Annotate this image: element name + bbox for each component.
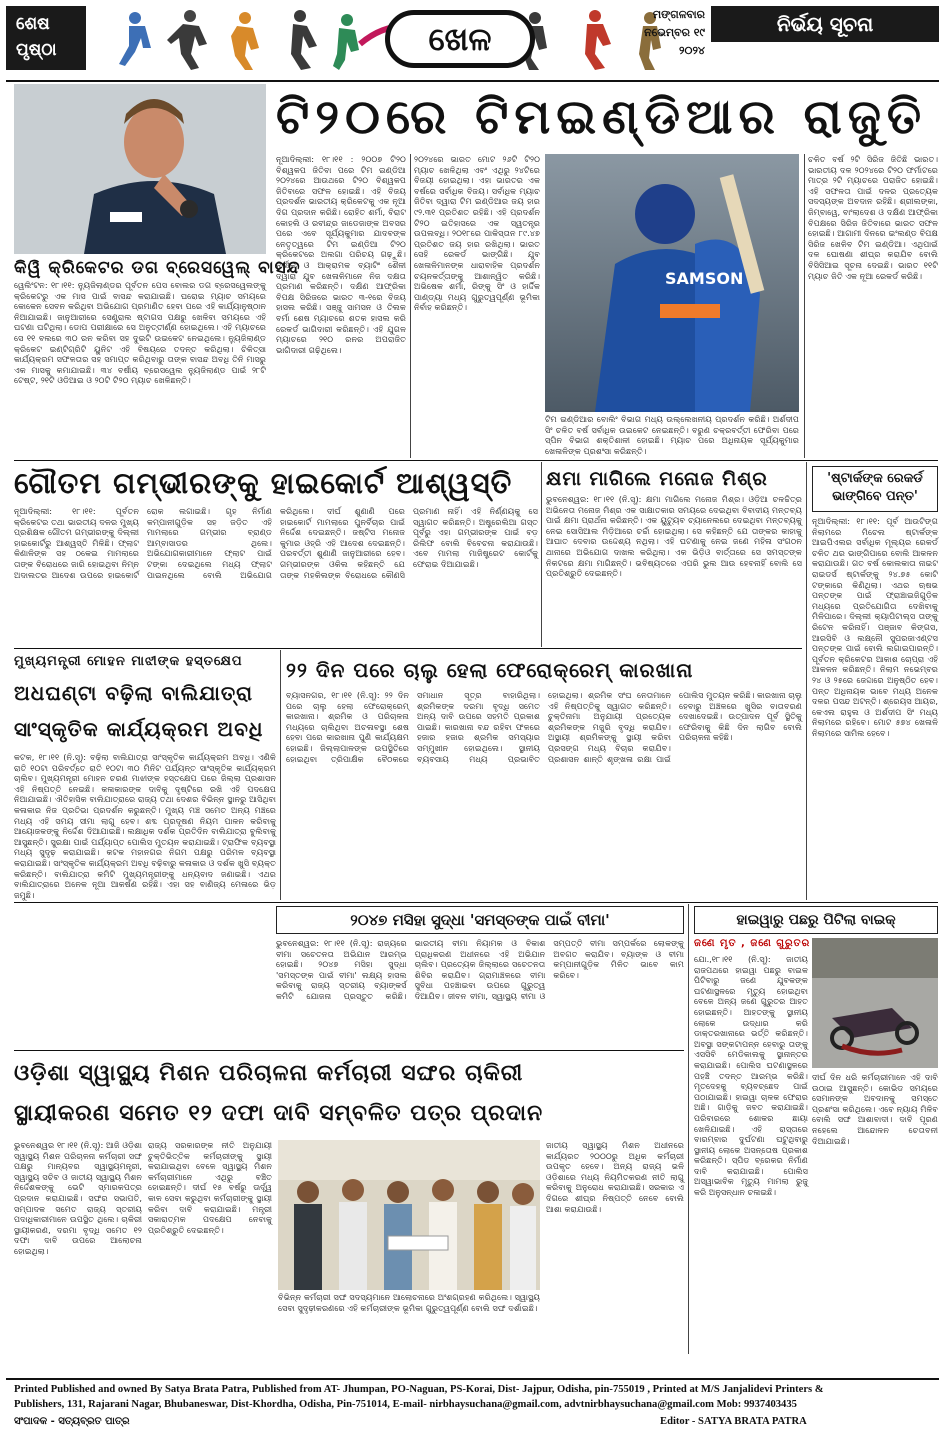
starc-headline-line1: 'ଷ୍ଟାର୍କଙ୍କ ରେକର୍ଡ — [827, 471, 923, 486]
t20-col1: ନୂଆଦିଲ୍ଲୀ: ୧୮।୧୧ : ୨୦୦୭ ଟି୨୦ ବିଶ୍ୱକପ ଜିତିବା ପରେ ଟିମ ଇଣ୍ଡିଆ ୨୦୨୪ରେ ଆଉଥରେ ଟି୨୦ ବିଶ୍ୱକପ ଜିତିବାରେ ସଫଳ ହୋଇଛି। ଏହି ବିଜୟ ପ୍ରଦର୍ଶନ ଭାରତୀୟ କ୍ରିକେଟକୁ ଏକ ନୂଆ ଦିଗ ପ୍ରଦାନ କରିଛି। ରୋହିତ ଶର୍ମା, ବିରାଟ କୋହଲି ଓ ରବୀନ୍ଦ୍ର ଜାଡେଜାଙ୍କ ଅବସର ପରେ ଏବେ ସୂର୍ଯ୍ୟକୁମାର ଯାଦବଙ୍କ ନେତୃତ୍ୱରେ ଟିମ ଇଣ୍ଡିଆ ଟି୨୦ କ୍ରିକେଟରେ ଅଲଗା ପରିଚୟ ଗଢ଼ୁଛି। ନିର୍ଭୀକ ଓ ଆକ୍ରାମକ ବ୍ୟାଟିଂ ଶୈଳୀ ଦ୍ୱାରା ଯୁବ ଖେଳାଳିମାନେ ନିଜ ଦକ୍ଷତା ପ୍ରମାଣ କରିଛନ୍ତି। ଦକ୍ଷିଣ ଆଫ୍ରିକା ବିପକ୍ଷ ସିରିଜରେ ଭାରତ ୩-୧ରେ ବିଜୟ ହାସଲ କରିଛି। ସଞ୍ଜୁ ସାମସନ ଓ ତିଲକ ବର୍ମା ଶେଷ ମ୍ୟାଚରେ ଶତକ ହାସଲ କରି ରେକର୍ଡ ଭାଗିଦାରୀ କରିଛନ୍ତି। ଏହି ଯୁଗଳ ମ୍ୟାଚରେ ୨୧୦ ରନର ଅପରାଜିତ ଭାଗିଦାରୀ ଗଢ଼ିଥିଲେ। — [276, 154, 406, 355]
col-divider — [804, 154, 805, 458]
bracewell-photo — [14, 84, 266, 254]
ferro-headline: ୨୨ ଦିନ ପରେ ଚାଲୁ ହେଲା ଫେରୋକ୍ରେମ୍ କାରଖାନା — [286, 658, 694, 682]
footer-editor-en: Editor - SATYA BRATA PATRA — [660, 1416, 807, 1427]
date-line2: ୨୦୨୪ — [679, 44, 705, 57]
nhm-headline1: ଓଡ଼ିଶା ସ୍ୱାସ୍ଥ୍ୟ ମିଶନ ପରିଚାଳନା କର୍ମଚାରୀ ସଙ୍ଘର ଚାକିରୀ — [14, 1061, 524, 1086]
bike-text: ଯୋ.,୧୮।୧୧ (ନି.ସୂ): ଜାତୀୟ ରାଜପଥରେ ହାଇୱା ପଛରୁ ବାଇକ ପିଟିବାରୁ ଜଣେ ଯୁବକଙ୍କ ଘଟଣାସ୍ଥଳରେ ମୃତ୍ୟୁ ହୋଇଥିବା ବେଳେ ଅନ୍ୟ ଜଣେ ଗୁରୁତର ଆହତ ହୋଇଛନ୍ତି। ଆହତଙ୍କୁ ସ୍ଥାନୀୟ ଲୋକେ ଉଦ୍ଧାର କରି ଡାକ୍ତରଖାନାରେ ଭର୍ତ୍ତି କରିଛନ୍ତି। ଅବସ୍ଥା ସଙ୍କଟାପନ୍ନ ହେବାରୁ ତାଙ୍କୁ ଏସସିବି ମେଡିକାଲକୁ ସ୍ଥାନାନ୍ତର କରାଯାଇଛି। ପୋଲିସ ଘଟଣାସ୍ଥଳରେ ପହଞ୍ଚି ତଦନ୍ତ ଆରମ୍ଭ କରିଛି। ମୃତଦେହକୁ ବ୍ୟବଚ୍ଛେଦ ପାଇଁ ପଠାଯାଇଛି। ହାଇୱା ଚାଳକ ଫେରାର ଅଛି। ଗାଡ଼ିକୁ ଜବତ କରାଯାଇଛି। ପରିବାରରେ ଶୋକର ଛାୟା ଖେଳିଯାଇଛି। ଏହି ରାସ୍ତାରେ ବାରମ୍ବାର ଦୁର୍ଘଟଣା ଘଟୁଥିବାରୁ ସ୍ଥାନୀୟ ଲୋକେ ଅସନ୍ତୋଷ ପ୍ରକାଶ କରିଛନ୍ତି। ସ୍ପିଡ ବ୍ରେକର ନିର୍ମାଣ ଦାବି କରାଯାଇଛି। ପୋଲିସ ଅସ୍ୱାଭାବିକ ମୃତ୍ୟୁ ମାମଲା ରୁଜୁ କରି ଅନୁସନ୍ଧାନ ଚଳାଇଛି। — [694, 954, 808, 1198]
bracewell-text: ୱେଲିଂଟନ: ୧୮।୧୧: ନ୍ୟୁଜିଲାଣ୍ଡର ପୂର୍ବତନ ପେସ ବୋଲର ଡଗ ବ୍ରେସୱେଲଙ୍କୁ କ୍ରିକେଟରୁ ଏକ ମାସ ପାଇଁ ବାସନ୍ଦ କରାଯାଇଛି। ଘରୋଇ ମ୍ୟାଚ ସମୟରେ କୋକେନ ସେବନ କରିଥିବା ଅଭିଯୋଗ ପ୍ରମାଣିତ ହେବା ପରେ ଏହି କାର୍ଯ୍ୟାନୁଷ୍ଠାନ ନିଆଯାଇଛି। ଜାନୁଆରୀରେ ସେଣ୍ଟ୍ରାଲ ଷ୍ଟାଗସ ପକ୍ଷରୁ ଖେଳିବା ସମୟରେ ଏହି ଘଟଣା ଘଟିଥିଲା। ଡୋପ ପରୀକ୍ଷାରେ ସେ ଅନୁତ୍ତୀର୍ଣ୍ଣ ହୋଇଥିଲେ। ଏହି ମ୍ୟାଚରେ ସେ ୧୧ ବଲରେ ୩୦ ରନ କରିବା ସହ ଦୁଇଟି ଉଇକେଟ ନେଇଥିଲେ। ନ୍ୟୁଜିଲାଣ୍ଡ କ୍ରିକେଟ ଇଣ୍ଟିଗ୍ରିଟି ୟୁନିଟ ଏହି ବିଷୟରେ ତଦନ୍ତ କରିଥିଲା। ଚିକିତ୍ସା କାର୍ଯ୍ୟକ୍ରମ ସଫଳତାର ସହ ସମାପ୍ତ କରିଥିବାରୁ ତାଙ୍କ ବାସନ୍ଦ ଅବଧି ତିନି ମାସରୁ ଏକ ମାସକୁ କମାଯାଇଛି। ୩୪ ବର୍ଷୀୟ ବ୍ରେସୱେଲ ନ୍ୟୁଜିଲାଣ୍ଡ ପାଇଁ ୨୮ଟି ଟେଷ୍ଟ, ୨୧ଟି ଓଡିଆଇ ଓ ୨୦ଟି ଟି୨୦ ମ୍ୟାଚ ଖେଳିଛନ୍ତି। — [14, 280, 266, 386]
masthead — [0, 0, 945, 78]
bali-headline1: ଅଧଘଣ୍ଟା ବଢ଼ିଲା ବାଲିଯାତ୍ରା — [14, 681, 254, 705]
t20-col2: ୨୦୨୪ରେ ଭାରତ ମୋଟ ୨୬ଟି ଟି୨୦ ମ୍ୟାଚ ଖେଳିଥିଲା ଏବଂ ଏଥିରୁ ୨୪ଟିରେ ବିଜୟୀ ହୋଇଥିଲା। ଏହା ଭାରତର ଏକ ବର୍ଷରେ ସର୍ବାଧିକ ବିଜୟ। ସର୍ବାଧିକ ମ୍ୟାଚ ଜିତିବା ଦ୍ୱାରା ଟିମ ଇଣ୍ଡିଆର ଜୟ ହାର ୯୨.୩୧ ପ୍ରତିଶତ ରହିଛି। ଏହି ପ୍ରଦର୍ଶନ ଟି୨୦ ଇତିହାସରେ ଏକ ସ୍ୱତନ୍ତ୍ର ଉପଲବ୍ଧି। ୨୦୧୮ରେ ପାକିସ୍ତାନ ୮୯.୪୭ ପ୍ରତିଶତ ଜୟ ହାର ରଖିଥିଲା। ଭାରତ ସେହି ରେକର୍ଡ ଭାଙ୍ଗିଛି। ଯୁବ ଖେଳାଳିମାନଙ୍କ ଧାରାବାହିକ ପ୍ରଦର୍ଶନ ଚୟନକର୍ତ୍ତାଙ୍କୁ ଆଶାନ୍ୱିତ କରିଛି। ଅଭିଷେକ ଶର୍ମା, ରିଙ୍କୁ ସିଂ ଓ ହାର୍ଦ୍ଦିକ ପାଣ୍ଡ୍ୟା ମଧ୍ୟ ଗୁରୁତ୍ୱପୂର୍ଣ୍ଣ ଭୂମିକା ନିର୍ବାହ କରିଛନ୍ତି। — [414, 154, 540, 313]
nhm-col3: ବିଭିନ୍ନ କର୍ମଚାରୀ ସଙ୍ଘ ସଦସ୍ୟମାନେ ଆଲୋଚନାରେ ଅଂଶଗ୍ରହଣ କରିଥିଲେ। ସ୍ୱାସ୍ଥ୍ୟ ସେବା ସୁଦୃଢ଼ୀକରଣରେ ଏହି କର୍ମଚାରୀଙ୍କ ଭୂମିକା ଗୁରୁତ୍ୱପୂର୍ଣ୍ଣ ବୋଲି ସଙ୍ଘ ଦର୍ଶାଇଛି। — [278, 1292, 540, 1313]
section-label-line2: ପୃଷ୍ଠା — [16, 40, 57, 60]
bima-headline: ୨୦୪୭ ମସିହା ସୁଦ୍ଧା 'ସମସ୍ତଙ୍କ ପାଇଁ ବୀମା' — [350, 911, 610, 929]
date-block — [625, 8, 705, 70]
section-label-box — [6, 6, 86, 70]
bracewell-headline: କିୱି କ୍ରିକେଟର ଡଗ ବ୍ରେସୱେଲ୍ ବାସନ୍ଦ — [14, 258, 301, 278]
cricketer-portrait-icon — [14, 84, 266, 254]
section-rule — [14, 1050, 684, 1051]
nhm-col4: ଜାତୀୟ ସ୍ୱାସ୍ଥ୍ୟ ମିଶନ ଅଧୀନରେ କାର୍ଯ୍ୟରତ ୨୦୦୦ରୁ ଅଧିକ କର୍ମଚାରୀ ଉପକୃତ ହେବେ। ଅନ୍ୟ ରାଜ୍ୟ ଭଳି ଓଡ଼ିଶାରେ ମଧ୍ୟ ନିୟମିତକରଣ ନୀତି ଲାଗୁ କରିବାକୁ ଅନୁରୋଧ କରାଯାଇଛି। ସରକାର ଏ ଦିଗରେ ଶୀଘ୍ର ନିଷ୍ପତ୍ତି ନେବେ ବୋଲି ଆଶା କରାଯାଉଛି। — [546, 1140, 684, 1214]
bike-headline: ହାଇୱାରୁ ପଛରୁ ପିଟିଲା ବାଇକ୍ — [736, 912, 896, 928]
starc-headline-box — [812, 466, 938, 512]
footer-line1: Printed Published and owned By Satya Brata Patra, Published from AT- Jhumpan, PO-Naguan, PS-Korai, Dist- Jajpur, Odisha, pin-755019 , Printed at M/S Janjalidevi Printers & — [14, 1384, 824, 1395]
col-divider — [541, 462, 542, 647]
starc-headline-line2: ଭାଙ୍ଗିବେ ପନ୍ତ' — [832, 489, 918, 504]
nhm-photo — [278, 1140, 540, 1290]
bike-subhead: ଜଣେ ମୃତ , ଜଣେ ଗୁରୁତର — [694, 938, 811, 949]
col-divider — [410, 154, 411, 458]
paper-name-box — [711, 6, 939, 42]
bima-headline-box — [276, 906, 684, 934]
manoj-headline: କ୍ଷମା ମାଗିଲେ ମନୋଜ ମିଶ୍ର — [546, 468, 768, 490]
nhm-col2: ରାଜ୍ୟ ସରକାରଙ୍କ ନୀତି ଅନୁଯାୟୀ ଚୁକ୍ତିଭିତ୍ତିକ କର୍ମଚାରୀଙ୍କୁ ସ୍ଥାୟୀ କରାଯାଇଥିବା ବେଳେ ସ୍ୱାସ୍ଥ୍ୟ ମିଶନ କର୍ମଚାରୀମାନେ ଏଥିରୁ ବଞ୍ଚିତ ହୋଇଛନ୍ତି। ଦୀର୍ଘ ୧୫ ବର୍ଷରୁ ଊର୍ଦ୍ଧ୍ୱ କାଳ ସେବା କରୁଥିବା କର୍ମଚାରୀଙ୍କୁ ସ୍ଥାୟୀ କରିବା ଦାବି କରାଯାଇଛି। ମନ୍ତ୍ରୀ ସକାରାତ୍ମକ ପଦକ୍ଷେପ ନେବାକୁ ପ୍ରତିଶ୍ରୁତି ଦେଇଛନ୍ତି। — [148, 1140, 272, 1235]
bali-text: କଟକ, ୧୮।୧୧ (ନି.ସୂ): ବଢ଼ିଲା ବାଲିଯାତ୍ରା ସାଂସ୍କୃତିକ କାର୍ଯ୍ୟକ୍ରମ ଅବଧି। ଏଣିକି ରାତି ୧୦ଟା ପରିବର୍ତ୍ତେ ରାତି ୧୦ଟା ୩୦ ମିନିଟ ପର୍ଯ୍ୟନ୍ତ ସାଂସ୍କୃତିକ କାର୍ଯ୍ୟକ୍ରମ ଚାଲିବ। ମୁଖ୍ୟମନ୍ତ୍ରୀ ମୋହନ ଚରଣ ମାଝୀଙ୍କ ହସ୍ତକ୍ଷେପ ପରେ ଜିଲ୍ଲା ପ୍ରଶାସନ ଏହି ନିଷ୍ପତ୍ତି ନେଇଛି। କଳାକାରଙ୍କ ଦାବିକୁ ଦୃଷ୍ଟିରେ ରଖି ଏହି ପଦକ୍ଷେପ ନିଆଯାଇଛି। ଐତିହାସିକ ବାଲିଯାତ୍ରାରେ ରାଜ୍ୟ ତଥା ଦେଶର ବିଭିନ୍ନ ସ୍ଥାନରୁ ଆସିଥିବା କଳାକାର ନିଜ ପ୍ରତିଭା ପ୍ରଦର୍ଶନ କରୁଛନ୍ତି। ମୁଖ୍ୟ ମଞ୍ଚ ସମେତ ଅନ୍ୟ ମଞ୍ଚରେ ମଧ୍ୟ ଏହି ସମୟ ସୀମା ଲାଗୁ ହେବ। ଶବ୍ଦ ପ୍ରଦୂଷଣ ନିୟମ ପାଳନ କରିବାକୁ ଆୟୋଜକଙ୍କୁ ନିର୍ଦ୍ଦେଶ ଦିଆଯାଇଛି। ଲକ୍ଷାଧିକ ଦର୍ଶକ ପ୍ରତିଦିନ ବାଲିଯାତ୍ରା ବୁଲିବାକୁ ଆସୁଛନ୍ତି। ସୁରକ୍ଷା ପାଇଁ ପର୍ଯ୍ୟାପ୍ତ ପୋଲିସ ମୁତୟନ କରାଯାଇଛି। ଟ୍ରାଫିକ ବ୍ୟବସ୍ଥା ମଧ୍ୟ ସୁଦୃଢ଼ କରାଯାଇଛି। କଟକ ମହାନଗର ନିଗମ ପକ୍ଷରୁ ପରିମଳ ବ୍ୟବସ୍ଥା କରାଯାଇଛି। ସାଂସ୍କୃତିକ କାର୍ଯ୍ୟକ୍ରମ ଅବଧି ବଢ଼ିବାରୁ କଳାକାର ଓ ଦର୍ଶକ ଖୁସି ବ୍ୟକ୍ତ କରିଛନ୍ତି। ବାଲିଯାତ୍ରା କମିଟି ମୁଖ୍ୟମନ୍ତ୍ରୀଙ୍କୁ ଧନ୍ୟବାଦ ଜଣାଇଛି। ଏଥର ବାଲିଯାତ୍ରାରେ ଅନେକ ନୂଆ ଆକର୍ଷଣ ରହିଛି। ଏହା ସହ ବାଣିଜ୍ୟ ମେଳାରେ ଭିଡ଼ ଜମୁଛି। — [14, 752, 276, 900]
bali-headline2: ସାଂସ୍କୃତିକ କାର୍ଯ୍ୟକ୍ରମ ଅବଧି — [14, 717, 264, 741]
cm-kicker: ମୁଖ୍ୟମନ୍ତ୍ରୀ ମୋହନ ମାଝୀଙ୍କ ହସ୍ତକ୍ଷେପ — [14, 654, 243, 669]
bike-headline-box — [694, 906, 938, 934]
footer-line2: Publishers, 131, Rajarani Nagar, Bhubaneswar, Dist-Khordha, Odisha, Pin-751014, E-mail- nirbhaysuchana@gmail.com, advtnirbhaysuchana@gmail.com Mob: 9937403435 — [14, 1399, 797, 1410]
delegation-meeting-icon — [278, 1140, 540, 1290]
section-rule — [14, 648, 802, 649]
t20-photo — [545, 154, 799, 412]
paper-name: ନିର୍ଭୟ ସୂଚନା — [776, 12, 874, 36]
t20-col3: ଟିମ ଇଣ୍ଡିଆର ବୋଲିଂ ବିଭାଗ ମଧ୍ୟ ଉଲ୍ଲେଖନୀୟ ପ୍ରଦର୍ଶନ କରିଛି। ଅର୍ଶଦୀପ ସିଂ ଚଳିତ ବର୍ଷ ସର୍ବାଧିକ ଉଇକେଟ ନେଇଛନ୍ତି। ବରୁଣ ଚକ୍ରବର୍ତ୍ତୀ ଫେରିବା ପରେ ସ୍ପିନ ବିଭାଗ ଶକ୍ତିଶାଳୀ ହୋଇଛି। ମ୍ୟାଚ ପରେ ଅଧିନାୟକ ସୂର୍ଯ୍ୟକୁମାର ଖେଳାଳିଙ୍କ ପ୍ରଶଂସା କରିଛନ୍ତି। — [545, 414, 799, 456]
ferro-text: ବ୍ୟାସନଗର, ୧୮।୧୧ (ନି.ସୂ): ୨୨ ଦିନ ପରେ ଚାଲୁ ହେଲା ଫେରୋକ୍ରେମ୍ କାରଖାନା। ଶ୍ରମିକ ଓ ପରିଚାଳନା ମଧ୍ୟରେ ଚାଲିଥିବା ଅଚଳାବସ୍ଥା ଶେଷ ହେବା ପରେ କାରଖାନା ପୁଣି କାର୍ଯ୍ୟକ୍ଷମ ହୋଇଛି। ଜିଲ୍ଲାପାଳଙ୍କ ଉପସ୍ଥିତିରେ ହୋଇଥିବା ତ୍ରିପାକ୍ଷିକ ବୈଠକରେ ସମାଧାନ ସୂତ୍ର ବାହାରିଥିଲା। ଶ୍ରମିକଙ୍କ ଦରମା ବୃଦ୍ଧି ସମେତ ଅନ୍ୟ ଦାବି ଉପରେ ସହମତି ପ୍ରକାଶ ପାଇଛି। କାରଖାନା ବନ୍ଦ ରହିବା ଫଳରେ ହଜାର ହଜାର ଶ୍ରମିକ ସମସ୍ୟାର ସମ୍ମୁଖୀନ ହୋଇଥିଲେ। ସ୍ଥାନୀୟ ବ୍ୟବସାୟ ମଧ୍ୟ ପ୍ରଭାବିତ ହୋଇଥିଲା। ଶ୍ରମିକ ସଂଘ ନେତାମାନେ ଏହି ନିଷ୍ପତ୍ତିକୁ ସ୍ୱାଗତ କରିଛନ୍ତି। ଚୁକ୍ତିନାମା ଅନୁଯାୟୀ ପ୍ରତ୍ୟେକ ଶ୍ରମିକଙ୍କ ମଜୁରି ବୃଦ୍ଧି କରାଯିବ। ଅସ୍ଥାୟୀ ଶ୍ରମିକଙ୍କୁ ସ୍ଥାୟୀ କରିବା ପ୍ରସଙ୍ଗ ମଧ୍ୟ ବିଚାର କରାଯିବ। ପ୍ରଶାସନ ଶାନ୍ତି ଶୃଙ୍ଖଳା ରକ୍ଷା ପାଇଁ ପୋଲିସ ମୁତୟନ କରିଛି। କାରଖାନା ଚାଲୁ ହେବାରୁ ଅଞ୍ଚଳରେ ଖୁସିର ବାତାବରଣ ଦେଖାଦେଇଛି। ଉତ୍ପାଦନ ପୂର୍ବ ସ୍ଥିତିକୁ ଫେରିବାକୁ କିଛି ଦିନ ଲାଗିବ ବୋଲି ପରିଚାଳନା କହିଛି। — [286, 690, 802, 764]
date-day: ମଙ୍ଗଳବାର — [652, 8, 705, 21]
masthead-rule — [6, 80, 939, 82]
footer-editor-odia: ସଂପାଦକ - ସତ୍ୟବ୍ରତ ପାତ୍ର — [14, 1416, 130, 1427]
nhm-col5: ଦୀର୍ଘ ଦିନ ଧରି କର୍ମଚାରୀମାନେ ଏହି ଦାବି ଉଠାଇ ଆସୁଛନ୍ତି। କୋଭିଡ ସମୟରେ ସେମାନଙ୍କ ଅବଦାନକୁ ସମସ୍ତେ ପ୍ରଶଂସା କରିଥିଲେ। ଏବେ ନ୍ୟାୟ ମିଳିବ ବୋଲି ସଙ୍ଘ ଆଶାବାଦୀ। ଦାବି ପୂରଣ ନହେଲେ ଆନ୍ଦୋଳନ ଚେତାବନୀ ଦିଆଯାଇଛି। — [812, 1072, 938, 1146]
t20-col4: ଚଳିତ ବର୍ଷ ୨ଟି ସିରିଜ ଜିତିଛି ଭାରତ। ଭାରତୀୟ ଦଳ ୨୦୨୪ରେ ଟି୨୦ ଫର୍ମାଟରେ ମାତ୍ର ୨ଟି ମ୍ୟାଚରେ ପରାଜିତ ହୋଇଛି। ଏହି ସଫଳତା ପାଇଁ ଦଳର ପ୍ରତ୍ୟେକ ସଦସ୍ୟଙ୍କ ଅବଦାନ ରହିଛି। ଶ୍ରୀଲଙ୍କା, ଜିମ୍ବାୱେ, ବାଂଲାଦେଶ ଓ ଦକ୍ଷିଣ ଆଫ୍ରିକା ବିପକ୍ଷରେ ସିରିଜ ଜିତିବାରେ ଭାରତ ସଫଳ ହୋଇଛି। ଆଗାମୀ ଦିନରେ ଇଂଲଣ୍ଡ ବିପକ୍ଷ ସିରିଜ ଖେଳିବ ଟିମ ଇଣ୍ଡିଆ। ଏଥିପାଇଁ ଦଳ ଘୋଷଣା ଶୀଘ୍ର କରାଯିବ ବୋଲି ବିସିସିଆଇ ସୂଚନା ଦେଇଛି। ଭାରତ ୧୧ଟି ମ୍ୟାଚ ଜିତି ଏକ ନୂଆ ରେକର୍ଡ କରିଛି। — [808, 154, 938, 281]
manoj-text: ଭୁବନେଶ୍ୱର: ୧୮।୧୧ (ନି.ସୂ): କ୍ଷମା ମାଗିଲେ ମନୋଜ ମିଶ୍ର। ଓଡ଼ିଆ ଚଳଚ୍ଚିତ୍ର ଅଭିନେତା ମନୋଜ ମିଶ୍ର ଏକ ସାକ୍ଷାତକାର ସମୟରେ ଦେଇଥିବା ବିବାଦୀୟ ମନ୍ତବ୍ୟ ପାଇଁ କ୍ଷମା ପ୍ରାର୍ଥନା କରିଛନ୍ତି। ଏକ ୟୁଟ୍ୟୁବ ଚ୍ୟାନେଲରେ ଦେଇଥିବା ମନ୍ତବ୍ୟକୁ ନେଇ ସୋସିଆଲ ମିଡ଼ିଆରେ ଚର୍ଚ୍ଚା ହୋଇଥିଲା। ସେ କହିଛନ୍ତି ଯେ ତାଙ୍କର କାହାକୁ ଆଘାତ ଦେବାର ଉଦ୍ଦେଶ୍ୟ ନଥିଲା। ଏହି ଘଟଣାକୁ ନେଇ ଜଣେ ମହିଳା ସଂଗଠନ ଥାନାରେ ଅଭିଯୋଗ ଦାଖଲ କରିଥିଲା। ଏକ ଭିଡ଼ିଓ ବାର୍ତ୍ତାରେ ସେ ସମସ୍ତଙ୍କ ନିକଟରେ କ୍ଷମା ମାଗିଛନ୍ତି। ଭବିଷ୍ୟତରେ ଏପରି ଭୁଲ ଆଉ ହେବନାହିଁ ବୋଲି ସେ ପ୍ରତିଶ୍ରୁତି ଦେଇଛନ୍ତି। — [546, 494, 802, 579]
section-rule — [14, 460, 938, 461]
bike-photo — [812, 938, 938, 1068]
section-label-line1: ଶେଷ — [16, 14, 50, 34]
svg-text:SAMSON: SAMSON — [665, 269, 744, 288]
t20-headline: ଟି୨୦ରେ ଟିମଇଣ୍ଡିଆର ରାଜୁତି — [276, 89, 928, 145]
col-divider — [280, 650, 281, 900]
section-rule — [14, 902, 938, 903]
date-line1: ନଭେମ୍ବର ୧୯ — [644, 26, 705, 39]
col-divider — [688, 904, 689, 1354]
players-celebrating-icon — [545, 154, 799, 412]
footer-rule — [6, 1378, 939, 1380]
section-title: ଖେଳ — [428, 20, 492, 58]
gambhir-text: ନୂଆଦିଲ୍ଲୀ: ୧୮।୧୧: ପୂର୍ବତନ କ୍ରିକେଟର ତଥା ଭାରତୀୟ ଦଳର ମୁଖ୍ୟ ପ୍ରଶିକ୍ଷକ ଗୌତମ ଗମ୍ଭୀରଙ୍କୁ ଦିଲ୍ଲୀ ହାଇକୋର୍ଟରୁ ଆଶ୍ୱସ୍ତି ମିଳିଛି। ଫ୍ଲାଟ କିଣାଳିଙ୍କ ସହ ଠକେଇ ମାମଲାରେ ତାଙ୍କ ବିରୋଧରେ ଜାରି ହୋଇଥିବା ନିମ୍ନ ଅଦାଲତର ଆଦେଶ ଉପରେ ହାଇକୋର୍ଟ ରୋକ ଲଗାଇଛି। ଗୃହ ନିର୍ମାଣ କମ୍ପାନୀଗୁଡ଼ିକ ସହ ଜଡ଼ିତ ଏହି ମାମଲାରେ ଗମ୍ଭୀର ବ୍ରାଣ୍ଡ ଆମ୍ବାସାଡର ଥିଲେ। ଅଭିଯୋଗକାରୀମାନେ ଫ୍ଲାଟ ପାଇଁ ଟଙ୍କା ଦେଇଥିଲେ ମଧ୍ୟ ଫ୍ଲାଟ ପାଇନଥିଲେ ବୋଲି ଅଭିଯୋଗ କରିଥିଲେ। ଦୀର୍ଘ ଶୁଣାଣି ପରେ ହାଇକୋର୍ଟ ମାମଲାରେ ପୁନର୍ବିଚାର ପାଇଁ ନିର୍ଦ୍ଦେଶ ଦେଇଛନ୍ତି। ଜଷ୍ଟିସ ମନୋଜ କୁମାର ଓହ୍ରି ଏହି ଆଦେଶ ଦେଇଛନ୍ତି। ପରବର୍ତ୍ତୀ ଶୁଣାଣି ଜାନୁଆରୀରେ ହେବ। ଗମ୍ଭୀରଙ୍କ ଓକିଲ କହିଛନ୍ତି ଯେ ତାଙ୍କ ମହକିଲଙ୍କ ବିରୋଧରେ କୌଣସି ପ୍ରମାଣ ନାହିଁ। ଏହି ନିର୍ଣ୍ଣୟକୁ ସେ ସ୍ୱାଗତ କରିଛନ୍ତି। ଅଷ୍ଟ୍ରେଲିଆ ଗସ୍ତ ପୂର୍ବରୁ ଏହା ଗମ୍ଭୀରଙ୍କ ପାଇଁ ବଡ଼ ରିଲିଫ ବୋଲି ବିବେଚନା କରାଯାଉଛି। ଏବେ ମାମଲା ମାଜିଷ୍ଟ୍ରେଟ କୋର୍ଟକୁ ଫେରାଇ ଦିଆଯାଇଛି। — [14, 506, 538, 580]
starc-text: ନୂଆଦିଲ୍ଲୀ: ୧୮।୧୧: ପୂର୍ବ ଆଉଟିଙ୍ଗ ନିଲାମରେ ମିଚେଲ ଷ୍ଟାର୍କଙ୍କ ଆଇପିଏଲର ସର୍ବାଧିକ ମୂଲ୍ୟର ରେକର୍ଡ ଚଳିତ ଥର ଭାଙ୍ଗିପାରେ ବୋଲି ଆକଳନ କରାଯାଉଛି। ଗତ ବର୍ଷ କୋଲକାତା ନାଇଟ ରାଇଡର୍ସ ଷ୍ଟାର୍କଙ୍କୁ ୨୪.୭୫ କୋଟି ଟଙ୍କାରେ କିଣିଥିଲା। ଏଥର ଋଷଭ ପନ୍ତଙ୍କ ପାଇଁ ଫ୍ରାଞ୍ଚାଇଜିଗୁଡ଼ିକ ମଧ୍ୟରେ ପ୍ରତିଯୋଗିତା ଦେଖିବାକୁ ମିଳିପାରେ। ଦିଲ୍ଲୀ କ୍ୟାପିଟାଲ୍ସ ତାଙ୍କୁ ରିଟେନ କରିନାହିଁ। ପଞ୍ଜାବ କିଙ୍ଗସ, ଆରସିବି ଓ ଲକ୍ଷ୍ନୌ ସୁପରଜାଏଣ୍ଟସ ପନ୍ତଙ୍କ ପାଇଁ ବୋଲି ଲଗାଇପାରନ୍ତି। ପୂର୍ବତନ କ୍ରିକେଟର ଆକାଶ ଚୋପ୍ରା ଏହି ଆକଳନ କରିଛନ୍ତି। ନିଲାମ ନଭେମ୍ବର ୨୪ ଓ ୨୫ରେ ଜେଦ୍ଦାରେ ଅନୁଷ୍ଠିତ ହେବ। ପନ୍ତ ଅଧିନାୟକ ଭାବେ ମଧ୍ୟ ଅନେକ ଦଳର ପସନ୍ଦ ଅଟନ୍ତି। ଶ୍ରେୟସ ଆୟର, କେଏଲ ରାହୁଲ ଓ ଅର୍ଶଦୀପ ସିଂ ମଧ୍ୟ ନିଲାମରେ ରହିବେ। ମୋଟ ୫୭୪ ଖେଳାଳି ନିଲାମରେ ସାମିଲ ହେବେ। — [812, 516, 938, 738]
bima-text: ଭୁବନେଶ୍ୱର: ୧୮।୧୧ (ନି.ସୂ): ରାଜ୍ୟରେ ବୀମା ସଚେତନତା ଅଭିଯାନ ଆରମ୍ଭ ହୋଇଛି। ୨୦୪୭ ମସିହା ସୁଦ୍ଧା 'ସମସ୍ତଙ୍କ ପାଇଁ ବୀମା' ଲକ୍ଷ୍ୟ ହାସଲ କରିବାକୁ ରାଜ୍ୟ ସ୍ତରୀୟ ବ୍ୟାଙ୍କର୍ସ କମିଟି ଯୋଜନା ପ୍ରସ୍ତୁତ କରିଛି। ଭାରତୀୟ ବୀମା ନିୟାମକ ଓ ବିକାଶ ପ୍ରାଧିକରଣ ଅଧୀନରେ ଏହି ଅଭିଯାନ ଚାଲିବ। ପ୍ରତ୍ୟେକ ଜିଲ୍ଲାରେ ସଚେତନତା ଶିବିର କରାଯିବ। ଗ୍ରାମାଞ୍ଚଳରେ ବୀମା ସୁବିଧା ପହଞ୍ଚାଇବା ଉପରେ ଗୁରୁତ୍ୱ ଦିଆଯିବ। ଜୀବନ ବୀମା, ସ୍ୱାସ୍ଥ୍ୟ ବୀମା ଓ ସମ୍ପତ୍ତି ବୀମା ସମ୍ପର୍କରେ ଲୋକଙ୍କୁ ଅବଗତ କରାଯିବ। ବ୍ୟାଙ୍କ ଓ ବୀମା କମ୍ପାନୀଗୁଡ଼ିକ ମିଳିତ ଭାବେ କାମ କରିବେ। — [276, 938, 684, 1001]
section-title-badge — [385, 10, 535, 68]
accident-scene-icon — [812, 938, 938, 1068]
nhm-col1: ଭୁବନେଶ୍ୱର ୧୮।୧୧ (ନି.ସୂ): ଆଜି ଓଡ଼ିଶା ସ୍ୱାସ୍ଥ୍ୟ ମିଶନ ପରିଚାଳନା କର୍ମଚାରୀ ସଙ୍ଘ ପକ୍ଷରୁ ମାନ୍ୟବର ସ୍ୱାସ୍ଥ୍ୟମନ୍ତ୍ରୀ, ସ୍ୱାସ୍ଥ୍ୟ ସଚିବ ଓ ଜାତୀୟ ସ୍ୱାସ୍ଥ୍ୟ ମିଶନ ନିର୍ଦ୍ଦେଶକଙ୍କୁ ଭେଟି ସ୍ମାରକପତ୍ର ପ୍ରଦାନ କରାଯାଇଛି। ସଙ୍ଘର ସଭାପତି, ସମ୍ପାଦକ ସମେତ ରାଜ୍ୟ ସ୍ତରୀୟ ପଦାଧିକାରୀମାନେ ଉପସ୍ଥିତ ଥିଲେ। ଚାକିରୀ ସ୍ଥାୟୀକରଣ, ଦରମା ବୃଦ୍ଧି ସମେତ ୧୨ ଦଫା ଦାବି ଉପରେ ଆଲୋଚନା ହୋଇଥିଲା। — [14, 1140, 142, 1256]
col-divider — [806, 462, 807, 900]
gambhir-headline: ଗୌତମ ଗମ୍ଭୀରଙ୍କୁ ହାଇକୋର୍ଟ ଆଶ୍ୱସ୍ତି — [14, 466, 513, 500]
nhm-headline2: ସ୍ଥାୟୀକରଣ ସମେତ ୧୨ ଦଫା ଦାବି ସମ୍ବଳିତ ପତ୍ର ପ୍ରଦାନ — [14, 1101, 544, 1126]
